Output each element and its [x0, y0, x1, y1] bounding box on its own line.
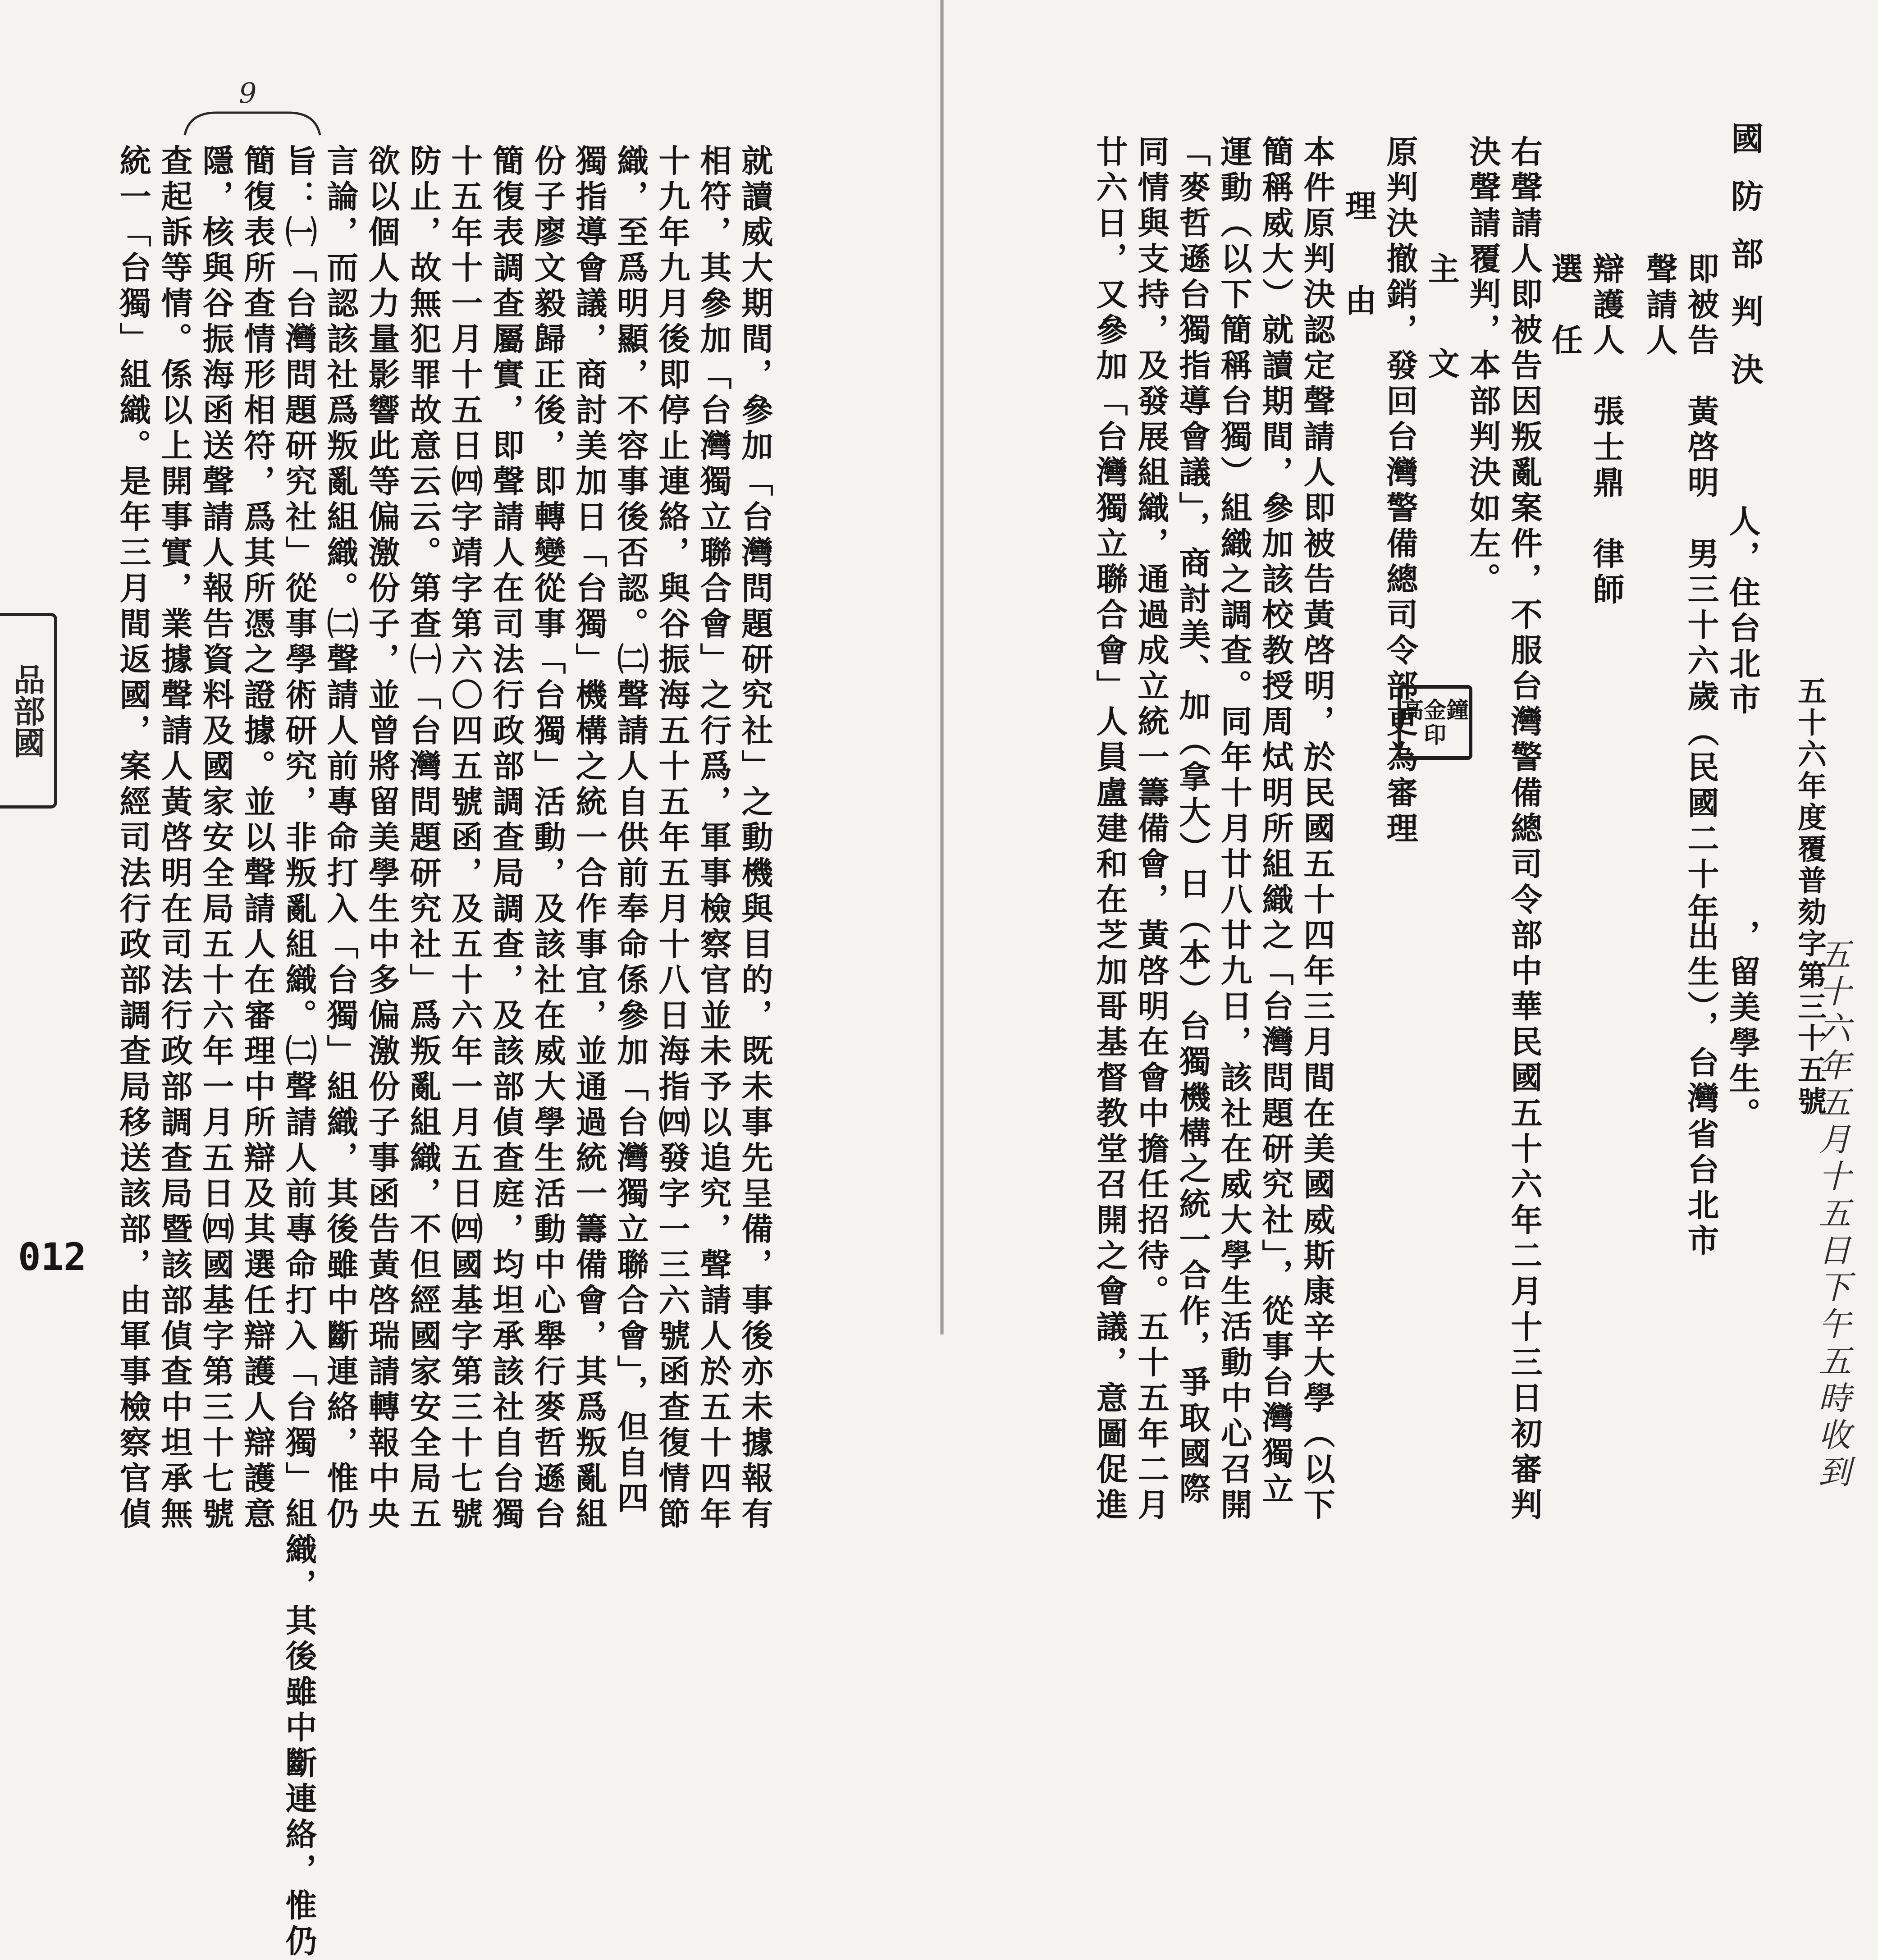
right-page — [942, 0, 1878, 1524]
main-text: 原判決撤銷，發回台灣警備總司令部更為審理 — [1381, 135, 1419, 847]
party-residence-cont: ，留美學生。 — [1724, 919, 1761, 1133]
text-column: 旨：㈠「台灣問題研究社」從事學術研究，非叛亂組織。㈡聲請人前專命打入「台獨」組織，其後雖中斷連絡，惟仍 — [280, 144, 318, 1960]
text-column: 言論，而認該社爲叛亂組織。㈡聲請人前專命打入「台獨」組織，其後雖中斷連絡，惟仍 — [322, 144, 359, 1533]
document-title: 國防部判決 — [1726, 122, 1764, 410]
text-column: 相符，其參加「台灣獨立聯合會」之行爲，軍事檢察官並未予以追究，聲請人於五十四年 — [695, 144, 732, 1533]
reason-heading: 理 由 — [1340, 189, 1377, 315]
text-column: 欲以個人力量影響此等偏激份子，並曾將留美學生中多偏激份子事函告黃啓瑞請轉報中央 — [363, 144, 401, 1533]
text-column: 運動（以下簡稱台獨）組織之調查。同年十月廿八廿九日，該社在威大學生活動中心召開 — [1215, 135, 1253, 1524]
annotation-bracket — [180, 104, 324, 140]
text-column: 簡復表調查屬實，即聲請人在司法行政部調查局調查，及該部偵查庭，均坦承該社自台獨 — [488, 144, 525, 1533]
text-column: 十九年九月後即停止連絡，與谷振海五十五年五月十八日海指㈣發字一三六號函查復情節 — [653, 144, 691, 1533]
party-counsel: 辯護人 張士鼎 律師 — [1588, 252, 1625, 608]
text-column: 簡復表所查情形相符，爲其所憑之證據。並以聲請人在審理中所辯及其選任辯護人辯護意 — [239, 144, 276, 1533]
text-column: 「麥哲遜台獨指導會議」，商討美、加（拿大）日（本）台獨機構之統一合作，爭取國際 — [1174, 135, 1211, 1508]
handwritten-receipt-note: 五十六年五月十五日下午五時收到 — [1813, 937, 1851, 1492]
text-column: 廿六日，又參加「台灣獨立聯合會」人員盧建和在芝加哥基督教堂召開之會議，意圖促進 — [1091, 135, 1129, 1524]
text-column: 同情與支持，及發展組織，通過成立統一籌備會，黃啓明在會中擔任招待。五十五年二月 — [1133, 135, 1170, 1524]
text-column: 織，至爲明顯，不容事後否認。㈡聲請人自供前奉命係參加「台灣獨立聯合會」，但自四 — [612, 144, 649, 1517]
main-heading: 主 文 — [1423, 252, 1460, 379]
party-counsel-label: 選 任 — [1546, 252, 1584, 359]
text-column: 統一「台獨」組織。是年三月間返國，案經司法行政部調查局移送該部，由軍事檢察官偵 — [114, 144, 152, 1533]
text-column: 份子廖文毅歸正後，即轉變從事「台獨」活動，及該社在威大學生活動中心舉行麥哲遜台 — [529, 144, 567, 1533]
party-petitioner: 聲請人 — [1641, 252, 1678, 359]
page-number: 012 — [18, 1235, 87, 1279]
text-column: 本件原判決認定聲請人即被告黃啓明，於民國五十四年三月間在美國威斯康辛大學（以下 — [1298, 135, 1336, 1524]
text-column: 隱，核與谷振海函送聲請人報告資料及國家安全局五十六年一月五日㈣國基字第三十七號 — [197, 144, 235, 1533]
text-column: 決聲請覆判，本部判決如左。 — [1464, 135, 1502, 598]
left-seal-stamp: 品部國 — [0, 613, 57, 809]
text-column: 簡稱威大）就讀期間，參加該校教授周烒明所組織之「台灣問題研究社」，從事台灣獨立 — [1257, 135, 1294, 1508]
judge-seal-stamp: 高金鐘印 — [1398, 685, 1472, 760]
text-column: 查起訴等情。係以上開事實，業據聲請人黃啓明在司法行政部調查局暨該部偵查中坦承無 — [156, 144, 193, 1533]
text-column: 就讀威大期間，參加「台灣問題研究社」之動機與目的，既未事先呈備，事後亦未據報有 — [736, 144, 774, 1533]
text-column: 右聲請人即被告因叛亂案件，不服台灣警備總司令部中華民國五十六年二月十三日初審判 — [1506, 135, 1543, 1524]
party-residence: 人，住台北市 — [1724, 505, 1761, 718]
case-number: 五十六年度覆普劾字第三十五號 — [1793, 676, 1827, 1118]
text-column: 防止，故無犯罪故意云云。第查㈠「台灣問題研究社」爲叛亂組織，不但經國家安全局五 — [405, 144, 442, 1533]
party-defendant: 即被告 黃啓明 男三十六歲（民國二十年 — [1682, 252, 1720, 929]
party-defendant-cont: 出生），台灣省台北市 — [1682, 919, 1720, 1260]
text-column: 十五年十一月十五日㈣字靖字第六〇四五號函，及五十六年一月五日㈣國基字第三十七號 — [446, 144, 484, 1533]
text-column: 獨指導會議，商討美加日「台獨」機構之統一合作事宜，並通過統一籌備會，其爲叛亂組 — [571, 144, 608, 1533]
margin-annotation-number: 9 — [239, 77, 257, 110]
